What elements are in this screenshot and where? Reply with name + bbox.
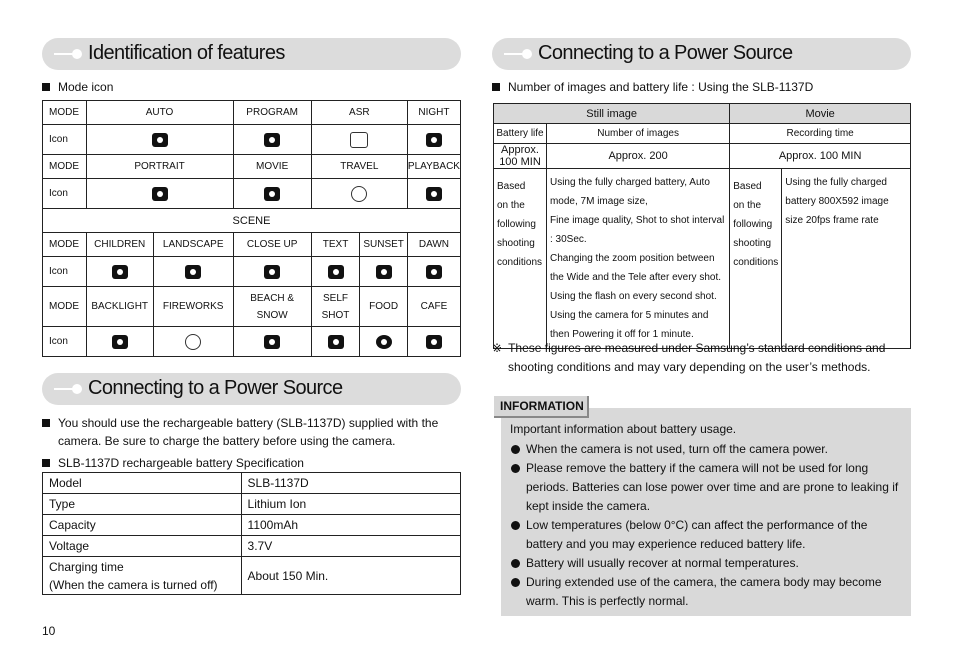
header-dot-decoration xyxy=(72,49,82,59)
information-item: Low temperatures (below 0°C) can affect the performance of the battery and you may experience reduced battery life. xyxy=(510,516,905,554)
section-title-power-left: Connecting to a Power Source xyxy=(88,377,343,399)
charging-time-note: (When the camera is turned off) xyxy=(49,577,218,592)
battery-life-table xyxy=(493,103,911,349)
scene-fireworks: FIREWORKS xyxy=(153,287,233,327)
spec-key: Capacity xyxy=(43,515,242,536)
scene-food: FOOD xyxy=(360,287,408,327)
information-intro: Important information about battery usage. xyxy=(510,422,737,436)
mode-portrait: PORTRAIT xyxy=(86,155,233,179)
scene-cafe: CAFE xyxy=(407,287,460,327)
spec-value: 3.7V xyxy=(241,536,460,557)
information-box xyxy=(501,408,911,616)
movie-conditions-label: Based on the following shooting conditions xyxy=(730,169,782,349)
landscape-scene-icon xyxy=(185,265,201,279)
mode-icon-table xyxy=(42,100,461,357)
mode-label: MODE xyxy=(43,287,87,327)
identification-header xyxy=(42,38,461,70)
scene-landscape: LANDSCAPE xyxy=(153,233,233,257)
battery-usage-note-cont: camera. Be sure to charge the battery before using the camera. xyxy=(58,434,396,448)
scene-sunset: SUNSET xyxy=(360,233,408,257)
power-source-header-right xyxy=(492,38,911,70)
still-battery-life-value: Approx. 100 MIN xyxy=(494,144,547,169)
scene-children: CHILDREN xyxy=(86,233,153,257)
icon-label: Icon xyxy=(43,257,87,287)
spec-value: SLB-1137D xyxy=(241,473,460,494)
bullet-square-icon xyxy=(42,83,50,91)
spec-value-charging: About 150 Min. xyxy=(241,557,460,595)
number-of-images-col: Number of images xyxy=(546,124,729,144)
information-tag: INFORMATION xyxy=(494,396,589,418)
power-source-header-left xyxy=(42,373,461,405)
mode-icon-label: Mode icon xyxy=(42,78,113,96)
section-title-identification: Identification of features xyxy=(88,42,285,64)
spec-value: 1100mAh xyxy=(241,515,460,536)
reference-mark-icon: ※ xyxy=(492,341,503,355)
scene-self-shot: SELF SHOT xyxy=(311,287,360,327)
scene-text: TEXT xyxy=(311,233,360,257)
asr-mode-icon xyxy=(350,132,368,148)
scene-dawn: DAWN xyxy=(407,233,460,257)
battery-life-label: Number of images and battery life : Using the SLB-1137D xyxy=(492,78,813,96)
food-scene-icon xyxy=(376,335,392,349)
information-item: When the camera is not used, turn off the camera power. xyxy=(510,440,905,459)
information-list xyxy=(510,440,905,611)
spec-key: Model xyxy=(43,473,242,494)
bullet-square-icon xyxy=(492,83,500,91)
sunset-scene-icon xyxy=(376,265,392,279)
bullet-square-icon xyxy=(42,419,50,427)
mode-playback: PLAYBACK xyxy=(407,155,460,179)
mode-program: PROGRAM xyxy=(233,101,311,125)
self-shot-scene-icon xyxy=(328,335,344,349)
recording-time-col: Recording time xyxy=(730,124,911,144)
beach-snow-scene-icon xyxy=(264,335,280,349)
section-title-power-right: Connecting to a Power Source xyxy=(538,42,793,64)
information-item: Battery will usually recover at normal temperatures. xyxy=(510,554,905,573)
still-image-header: Still image xyxy=(494,104,730,124)
page-number: 10 xyxy=(42,624,56,638)
fireworks-scene-icon xyxy=(185,334,201,350)
movie-mode-icon xyxy=(264,187,280,201)
spec-key: Type xyxy=(43,494,242,515)
spec-value: Lithium Ion xyxy=(241,494,460,515)
battery-usage-note: You should use the rechargeable battery (SLB-1137D) supplied with the xyxy=(42,414,462,432)
icon-label: Icon xyxy=(43,179,87,209)
bullet-square-icon xyxy=(42,459,50,467)
mode-movie: MOVIE xyxy=(233,155,311,179)
mode-night: NIGHT xyxy=(407,101,460,125)
playback-mode-icon xyxy=(426,187,442,201)
mode-auto: AUTO xyxy=(86,101,233,125)
spec-key-charging xyxy=(43,557,242,595)
scene-close-up: CLOSE UP xyxy=(233,233,311,257)
measurement-note: ※ These figures are measured under Samsung’s standard conditions and shooting conditions and may vary depending on the user’s methods. xyxy=(492,341,886,374)
battery-life-col: Battery life xyxy=(494,124,547,144)
mode-label: MODE xyxy=(43,155,87,179)
text-scene-icon xyxy=(328,265,344,279)
movie-header: Movie xyxy=(730,104,911,124)
scene-backlight: BACKLIGHT xyxy=(86,287,153,327)
backlight-scene-icon xyxy=(112,335,128,349)
information-item: Please remove the battery if the camera will not be used for long periods. Batteries can lose power over time and are prone to leaking if kept inside the camera. xyxy=(510,459,905,516)
scene-beach-snow: BEACH & SNOW xyxy=(233,287,311,327)
header-dot-decoration xyxy=(522,49,532,59)
battery-spec-label: SLB-1137D rechargeable battery Specification xyxy=(42,454,304,472)
recording-time-value: Approx. 100 MIN xyxy=(730,144,911,169)
still-conditions: Using the fully charged battery, Auto mode, 7M image size, Fine image quality, Shot to shot interval : 30Sec. Changing the zoom position between the Wide and the Tele after every shot. Using the flash on every second shot. Using the camera for 5 minutes and then Powering it off for 1 minute. xyxy=(546,169,729,349)
still-conditions-label: Based on the following shooting conditions xyxy=(494,169,547,349)
program-mode-icon xyxy=(264,133,280,147)
icon-label: Icon xyxy=(43,327,87,357)
movie-conditions: Using the fully charged battery 800X592 image size 20fps frame rate xyxy=(782,169,911,349)
mode-label: MODE xyxy=(43,233,87,257)
night-mode-icon xyxy=(426,133,442,147)
dawn-scene-icon xyxy=(426,265,442,279)
children-scene-icon xyxy=(112,265,128,279)
auto-mode-icon xyxy=(152,133,168,147)
mode-label: MODE xyxy=(43,101,87,125)
number-of-images-value: Approx. 200 xyxy=(546,144,729,169)
cafe-scene-icon xyxy=(426,335,442,349)
travel-mode-icon xyxy=(351,186,367,202)
scene-label: SCENE xyxy=(43,209,461,233)
mode-travel: TRAVEL xyxy=(311,155,407,179)
information-item: During extended use of the camera, the camera body may become warm. This is perfectly normal. xyxy=(510,573,905,611)
portrait-mode-icon xyxy=(152,187,168,201)
header-dot-decoration xyxy=(72,384,82,394)
close-up-scene-icon xyxy=(264,265,280,279)
spec-key: Voltage xyxy=(43,536,242,557)
charging-time-label: Charging time xyxy=(49,559,124,574)
battery-spec-table xyxy=(42,472,461,595)
icon-label: Icon xyxy=(43,125,87,155)
mode-asr: ASR xyxy=(311,101,407,125)
